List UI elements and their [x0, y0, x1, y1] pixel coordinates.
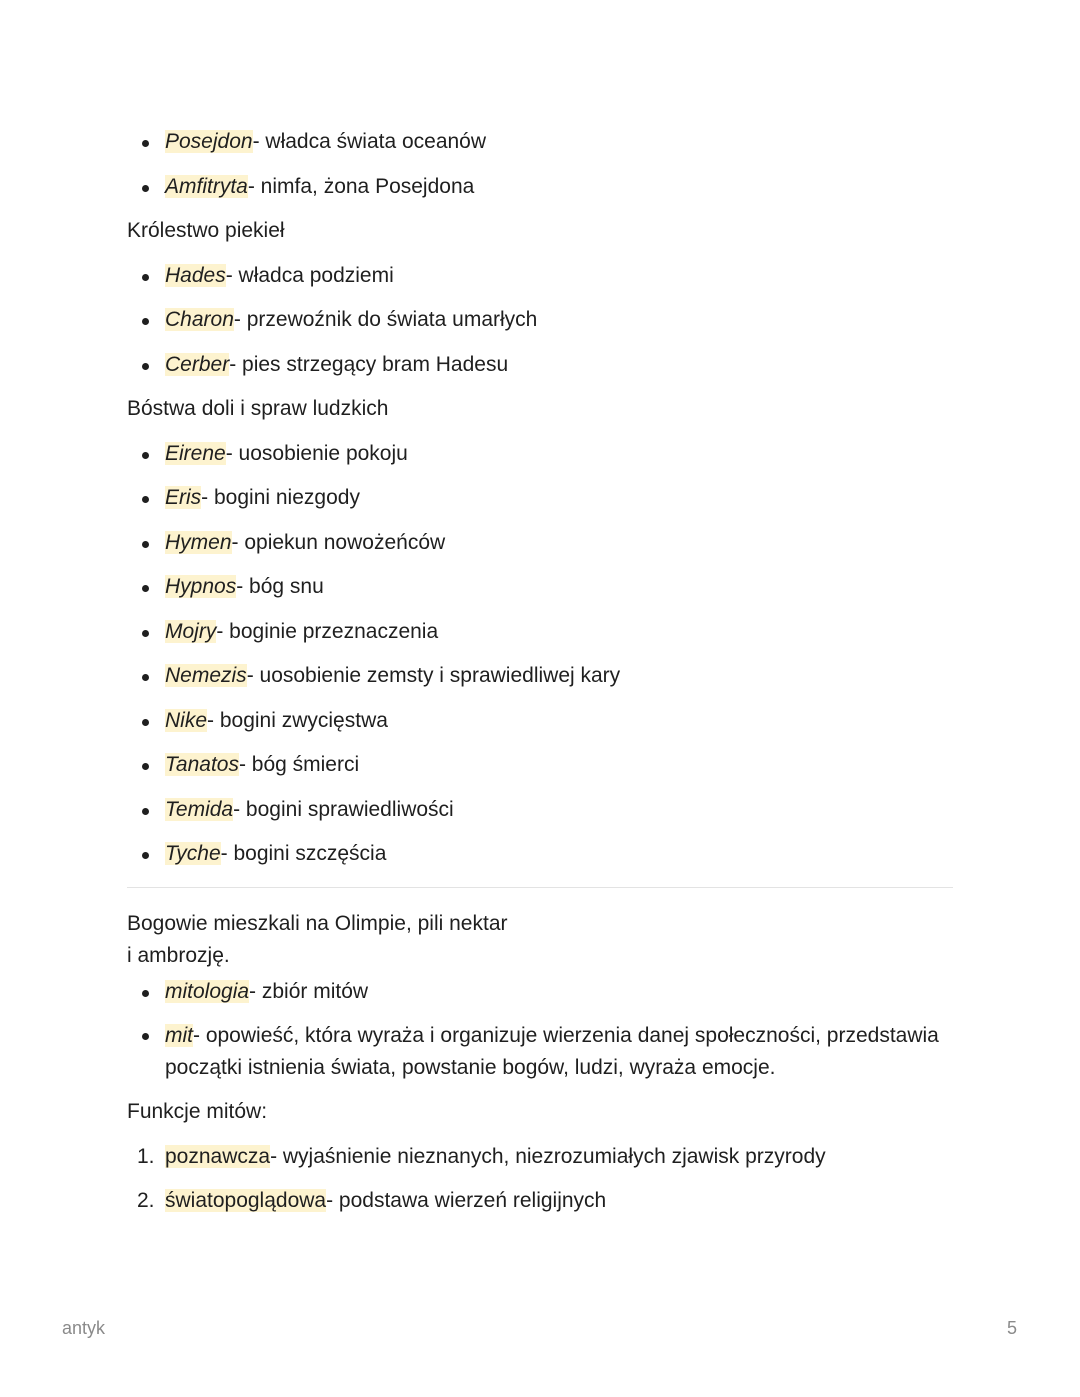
- function-description: - podstawa wierzeń religijnych: [326, 1189, 607, 1212]
- list-item: [127, 345, 953, 390]
- fate-heading: Bóstwa doli i spraw ludzkich: [127, 397, 389, 420]
- underworld-heading: Królestwo piekieł: [127, 219, 285, 242]
- deity-description: - przewoźnik do świata umarłych: [233, 308, 538, 331]
- list-item: [127, 167, 953, 212]
- deity-name: Nike: [165, 708, 208, 732]
- list-item: [127, 834, 953, 879]
- functions-heading: Funkcje mitów:: [127, 1100, 268, 1123]
- list-item: [127, 256, 953, 301]
- list-item: [127, 745, 953, 790]
- deity-description: - bogini szczęścia: [220, 842, 387, 865]
- deity-description: - bogini sprawiedliwości: [233, 797, 454, 821]
- definition-text: - opowieść, która wyraża i organizuje wierzenia danej społeczności, przedstawia początki istnienia świata, powstanie bogów, ludzi, wyraża emocje.: [165, 1024, 939, 1079]
- deity-description: - nimfa, żona Posejdona: [247, 174, 475, 198]
- list-item: [127, 523, 953, 568]
- definition-text: - zbiór mitów: [249, 979, 369, 1003]
- deity-name: Cerber: [165, 352, 230, 376]
- list-number: 1.: [137, 1144, 155, 1168]
- deity-description: - pies strzegący bram Hadesu: [229, 352, 509, 376]
- olimp-paragraph-line: i ambrozję.: [127, 943, 230, 967]
- deity-name: Temida: [165, 797, 234, 821]
- deity-name: Eirene: [165, 441, 226, 465]
- list-item: [127, 122, 953, 167]
- deity-name: Eris: [165, 486, 202, 509]
- deity-name: Hypnos: [165, 575, 237, 598]
- olimp-paragraph-line: Bogowie mieszkali na Olimpie, pili nektar: [127, 911, 508, 935]
- list-item: [127, 567, 953, 612]
- definitions-list: [127, 972, 953, 1093]
- deity-name: Tanatos: [165, 753, 239, 776]
- underworld-list: [127, 256, 953, 390]
- list-item: [127, 790, 953, 835]
- deity-description: - opiekun nowożeńców: [231, 530, 446, 554]
- deity-description: - uosobienie zemsty i sprawiedliwej kary: [246, 664, 621, 687]
- page-content: [127, 122, 953, 1226]
- definition-term: mit: [165, 1024, 193, 1047]
- list-item: [127, 1137, 953, 1182]
- function-description: - wyjaśnienie nieznanych, niezrozumiałych zjawisk przyrody: [270, 1144, 826, 1168]
- list-item: [127, 478, 953, 523]
- list-item: [127, 701, 953, 746]
- deity-description: - bóg snu: [236, 575, 324, 598]
- function-name: światopoglądowa: [165, 1189, 327, 1212]
- deity-description: - władca świata oceanów: [252, 130, 487, 153]
- deity-description: - bóg śmierci: [238, 753, 360, 776]
- list-number: 2.: [137, 1189, 155, 1212]
- functions-list: [127, 1137, 953, 1226]
- deity-name: Nemezis: [165, 664, 247, 687]
- deity-description: - uosobienie pokoju: [225, 441, 408, 465]
- deity-description: - boginie przeznaczenia: [216, 619, 439, 643]
- deity-description: - bogini niezgody: [201, 486, 360, 509]
- deity-name: Amfitryta: [165, 174, 248, 198]
- deity-name: Mojry: [165, 619, 217, 643]
- page-number: 5: [1006, 1318, 1017, 1338]
- list-item: [127, 972, 953, 1017]
- deity-description: - bogini zwycięstwa: [207, 708, 388, 732]
- list-item: [127, 300, 953, 345]
- deity-description: - władca podziemi: [225, 263, 394, 287]
- list-item: [127, 1181, 953, 1226]
- deity-name: Posejdon: [165, 130, 253, 153]
- fate-list: [127, 434, 953, 879]
- deity-name: Charon: [165, 308, 234, 331]
- list-item: [127, 656, 953, 701]
- deity-name: Hades: [165, 263, 226, 287]
- deity-name: Hymen: [165, 530, 232, 554]
- deity-name: Tyche: [165, 842, 221, 865]
- sea-gods-list: [127, 122, 953, 211]
- list-item: [127, 612, 953, 657]
- list-item: [127, 1016, 953, 1092]
- function-name: poznawcza: [165, 1144, 271, 1168]
- footer-label: antyk: [62, 1318, 106, 1338]
- definition-term: mitologia: [165, 979, 250, 1003]
- olimp-paragraph: [127, 908, 527, 972]
- list-item: [127, 434, 953, 479]
- section-divider: [127, 887, 953, 888]
